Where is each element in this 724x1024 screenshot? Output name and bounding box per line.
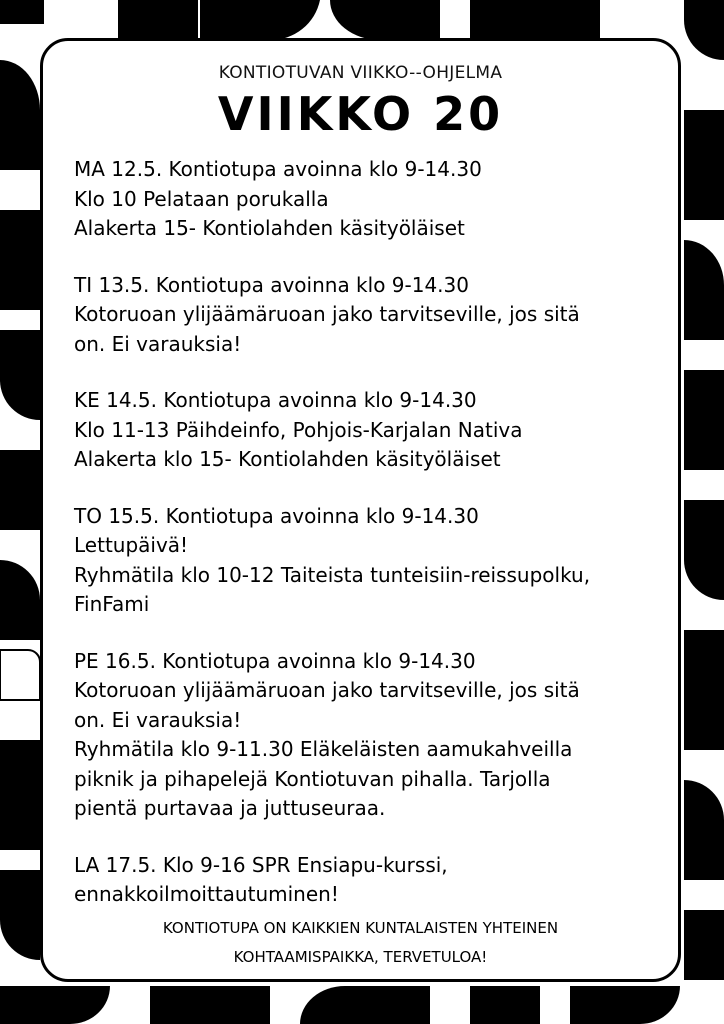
pattern-shape <box>118 0 198 40</box>
schedule-line: LA 17.5. Klo 9-16 SPR Ensiapu-kurssi, <box>74 852 448 877</box>
pattern-shape <box>684 780 724 880</box>
pattern-shape <box>0 870 40 960</box>
schedule-line: FinFami <box>74 592 150 616</box>
day-thursday <box>74 502 664 620</box>
pattern-shape <box>0 60 40 170</box>
schedule-line: on. Ei varauksia! <box>74 331 242 356</box>
schedule-line: Klo 10 Pelataan porukalla <box>74 186 329 211</box>
schedule-line: Ryhmätila klo 9-11.30 Eläkeläisten aamukahveilla <box>74 737 573 761</box>
pattern-shape <box>470 986 540 1024</box>
schedule-line: Lettupäivä! <box>74 533 189 557</box>
pattern-shape <box>330 0 440 40</box>
pattern-shape <box>0 986 110 1024</box>
schedule-line: MA 12.5. Kontiotupa avoinna klo 9-14.30 <box>74 157 482 181</box>
footer-note <box>43 914 678 972</box>
footer-line: KOHTAAMISPAIKKA, TERVETULOA! <box>233 948 488 966</box>
pattern-shape <box>470 0 600 40</box>
page-title: VIIKKO 20 <box>217 87 504 141</box>
pattern-shape <box>150 986 270 1024</box>
schedule-line: on. Ei varauksia! <box>74 707 242 732</box>
schedule-line: TI 13.5. Kontiotupa avoinna klo 9-14.30 <box>74 272 469 297</box>
pattern-shape <box>200 0 320 40</box>
schedule-line: KE 14.5. Kontiotupa avoinna klo 9-14.30 <box>74 388 477 412</box>
weekly-schedule <box>74 155 664 937</box>
pattern-shape <box>0 330 40 420</box>
schedule-card <box>40 38 681 982</box>
pattern-shape <box>684 0 724 60</box>
schedule-line: Alakerta 15- Kontiolahden käsityöläiset <box>74 216 465 240</box>
schedule-line: ennakkoilmoittautuminen! <box>74 882 339 906</box>
day-saturday <box>74 851 664 910</box>
pattern-shape <box>300 986 430 1024</box>
footer-line: KONTIOTUPA ON KAIKKIEN KUNTALAISTEN YHTEINEN <box>162 919 559 937</box>
pattern-shape <box>0 740 40 850</box>
pattern-shape <box>684 370 724 470</box>
schedule-line: Kotoruoan ylijäämäruoan jako tarvitseville, jos sitä <box>74 302 580 326</box>
schedule-line: Alakerta klo 15- Kontiolahden käsityöläiset <box>74 447 501 471</box>
pattern-shape <box>684 500 724 600</box>
day-monday <box>74 155 664 244</box>
page-subtitle: KONTIOTUVAN VIIKKO--OHJELMA <box>218 63 503 83</box>
schedule-line: TO 15.5. Kontiotupa avoinna klo 9-14.30 <box>74 503 479 528</box>
pattern-shape <box>0 560 40 640</box>
pattern-shape <box>684 630 724 750</box>
day-friday <box>74 647 664 824</box>
pattern-shape <box>684 110 724 220</box>
pattern-outline <box>0 650 40 700</box>
day-tuesday <box>74 271 664 360</box>
pattern-shape <box>684 240 724 340</box>
day-wednesday <box>74 386 664 475</box>
schedule-line: Ryhmätila klo 10-12 Taiteista tunteisiin-reissupolku, <box>74 562 591 587</box>
schedule-line: piknik ja pihapelejä Kontiotuvan pihalla. Tarjolla <box>74 766 551 791</box>
schedule-line: Kotoruoan ylijäämäruoan jako tarvitseville, jos sitä <box>74 678 580 702</box>
schedule-line: pientä purtavaa ja juttuseuraa. <box>74 796 386 820</box>
pattern-shape <box>570 986 680 1024</box>
schedule-line: Klo 11-13 Päihdeinfo, Pohjois-Karjalan Nativa <box>74 417 523 442</box>
pattern-shape <box>0 450 40 530</box>
pattern-shape <box>684 910 724 980</box>
schedule-line: PE 16.5. Kontiotupa avoinna klo 9-14.30 <box>74 648 476 673</box>
pattern-shape <box>0 210 40 310</box>
pattern-shape <box>0 0 44 24</box>
